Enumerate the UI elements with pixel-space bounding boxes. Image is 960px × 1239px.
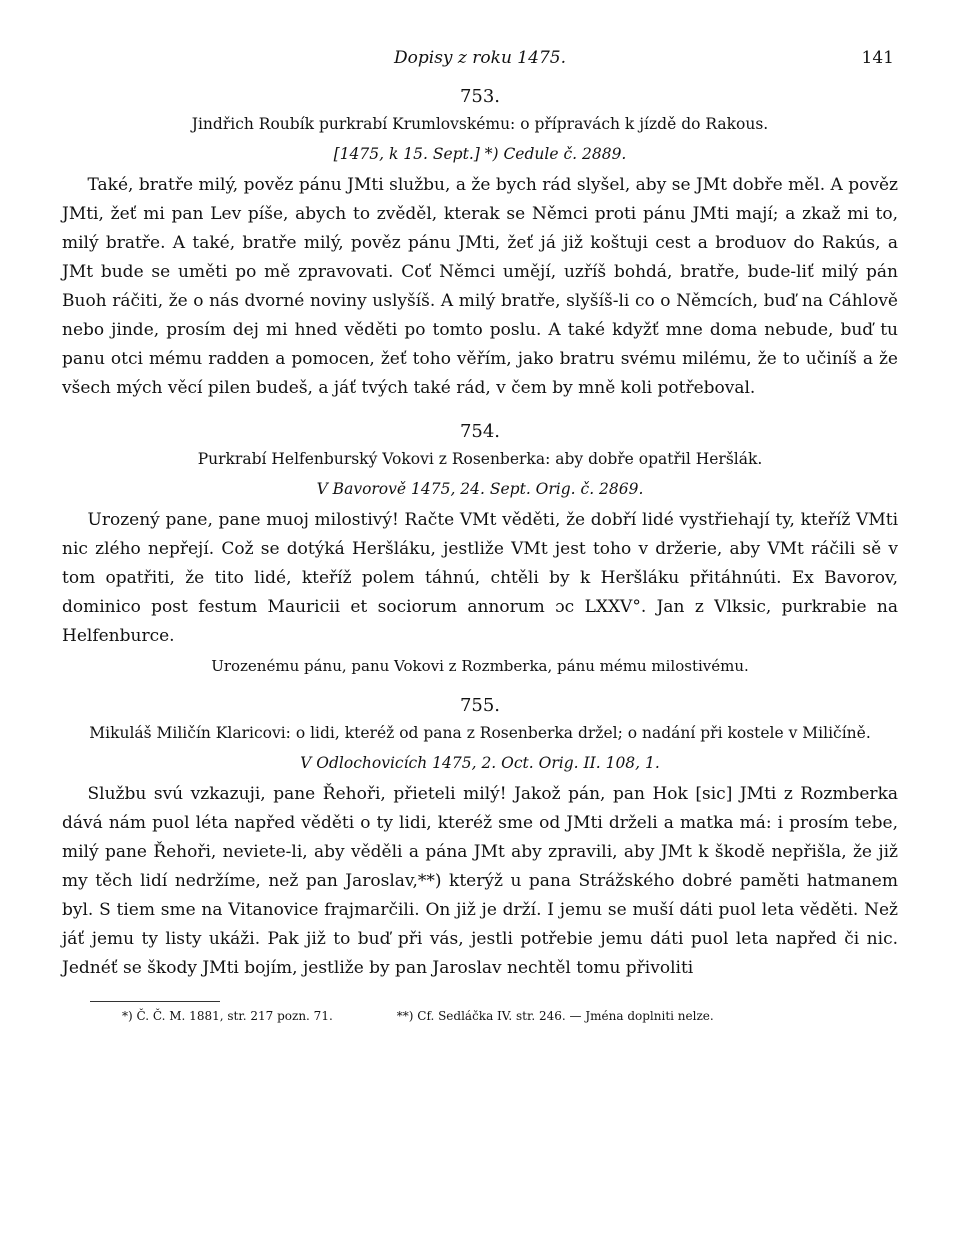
footnotes xyxy=(62,1008,898,1024)
letter-date: V Odlochovicích 1475, 2. Oct. Orig. II. 108, 1. xyxy=(300,754,660,772)
letter-number: 754. xyxy=(459,421,501,442)
letter-date: V Bavorově 1475, 24. Sept. Orig. č. 2869. xyxy=(316,480,644,498)
letter-754 xyxy=(62,421,898,677)
letter-755 xyxy=(62,695,898,983)
letter-number: 755. xyxy=(459,695,501,716)
letter-number: 753. xyxy=(459,86,501,107)
page-number: 141 xyxy=(861,48,894,68)
letter-body: Také, bratře milý, pověz pánu JMti službu, a že bych rád slyšel, aby se JMt dobře měl. A pověz JMti, žeť mi pan Lev píše, abych to zvěděl, kterak se Němci proti pánu JMti mají; a zkaž mi to, milý bratře. A také, bratře milý, pověz pánu JMti, žeť já již koštuji cest a broduov do Rakús, a JMt bude se uměti po mě zpravovati. Coť Němci umějí, uzříš bohdá, bratře, bude-liť milý pán Buoh ráčiti, že o nás dvorné noviny uslyšíš. A milý bratře, slyšíš-li co o Němcích, buď na Cáhlově nebo jinde, prosím dej mi hned věděti po tomto poslu. A také kdyžť mne doma nebude, buď tu panu otci mému radden a pomocen, žeť toho věřím, jako bratru svému milému, že to učiníš a že všech mých věcí pilen budeš, a jáť tvých také rád, v čem by mně koli potřeboval. xyxy=(62,175,898,398)
letter-heading: Purkrabí Helfenburský Vokovi z Rosenberka: aby dobře opatřil Heršlák. xyxy=(197,450,763,468)
footnote-divider xyxy=(90,1001,220,1002)
page xyxy=(62,48,898,1024)
letter-heading: Jindřich Roubík purkrabí Krumlovskému: o přípravách k jízdě do Rakous. xyxy=(191,115,769,133)
letter-753 xyxy=(62,86,898,403)
running-head xyxy=(62,48,898,78)
letter-address: Urozenému pánu, panu Vokovi z Rozmberka, pánu mému milostivému. xyxy=(211,657,749,675)
letter-date: [1475, k 15. Sept.] *) Cedule č. 2889. xyxy=(333,145,627,163)
running-title: Dopisy z roku 1475. xyxy=(394,48,566,68)
letter-body: Urozený pane, pane muoj milostivý! Račte VMt věděti, že dobří lidé vystřiehají ty, kteříž VMti nic zlého nepřejí. Což se dotýká Heršláku, jestliže VMt jest toho v držerie, aby VMt ráčili sě v tom opatřiti, že tito lidé, kteříž polem táhnú, chtěli by k Heršláku přitáhnúti. Ex Bavorov, dominico post festum Mauricii et sociorum annorum ɔc LXXV°. Jan z Vlksic, purkrabie na Helfenburce. xyxy=(62,510,898,646)
footnote-2: **) Cf. Sedláčka IV. str. 246. — Jména doplniti nelze. xyxy=(396,1009,714,1023)
letter-heading: Mikuláš Miličín Klaricovi: o lidi, kteréž od pana z Rosenberka držel; o nadání při kostele v Miličíně. xyxy=(89,724,871,742)
footnote-1: *) Č. Č. M. 1881, str. 217 pozn. 71. xyxy=(122,1009,333,1023)
letter-body: Službu svú vzkazuji, pane Řehoři, přieteli milý! Jakož pán, pan Hok [sic] JMti z Rozmberka dává nám puol léta napřed věděti o ty lidi, kteréž sme od JMti drželi a matka má: i prosím tebe, milý pane Řehoři, neviete-li, aby věděli a pána JMt aby zpravili, aby JMt k škodě nepřišla, že již my těch lidí nedržíme, než pan Jaroslav,**) kterýž u pana Strážského dobré paměti hatmanem byl. S tiem sme na Vitanovice frajmarčili. On již je drží. I jemu se muší dáti puol leta věděti. Než jáť jemu ty listy ukáži. Pak již to buď při vás, jestli potřebie jemu dáti puol leta napřed či nic. Jednéť se škody JMti bojím, jestliže by pan Jaroslav nechtěl tomu přivoliti xyxy=(62,784,898,978)
